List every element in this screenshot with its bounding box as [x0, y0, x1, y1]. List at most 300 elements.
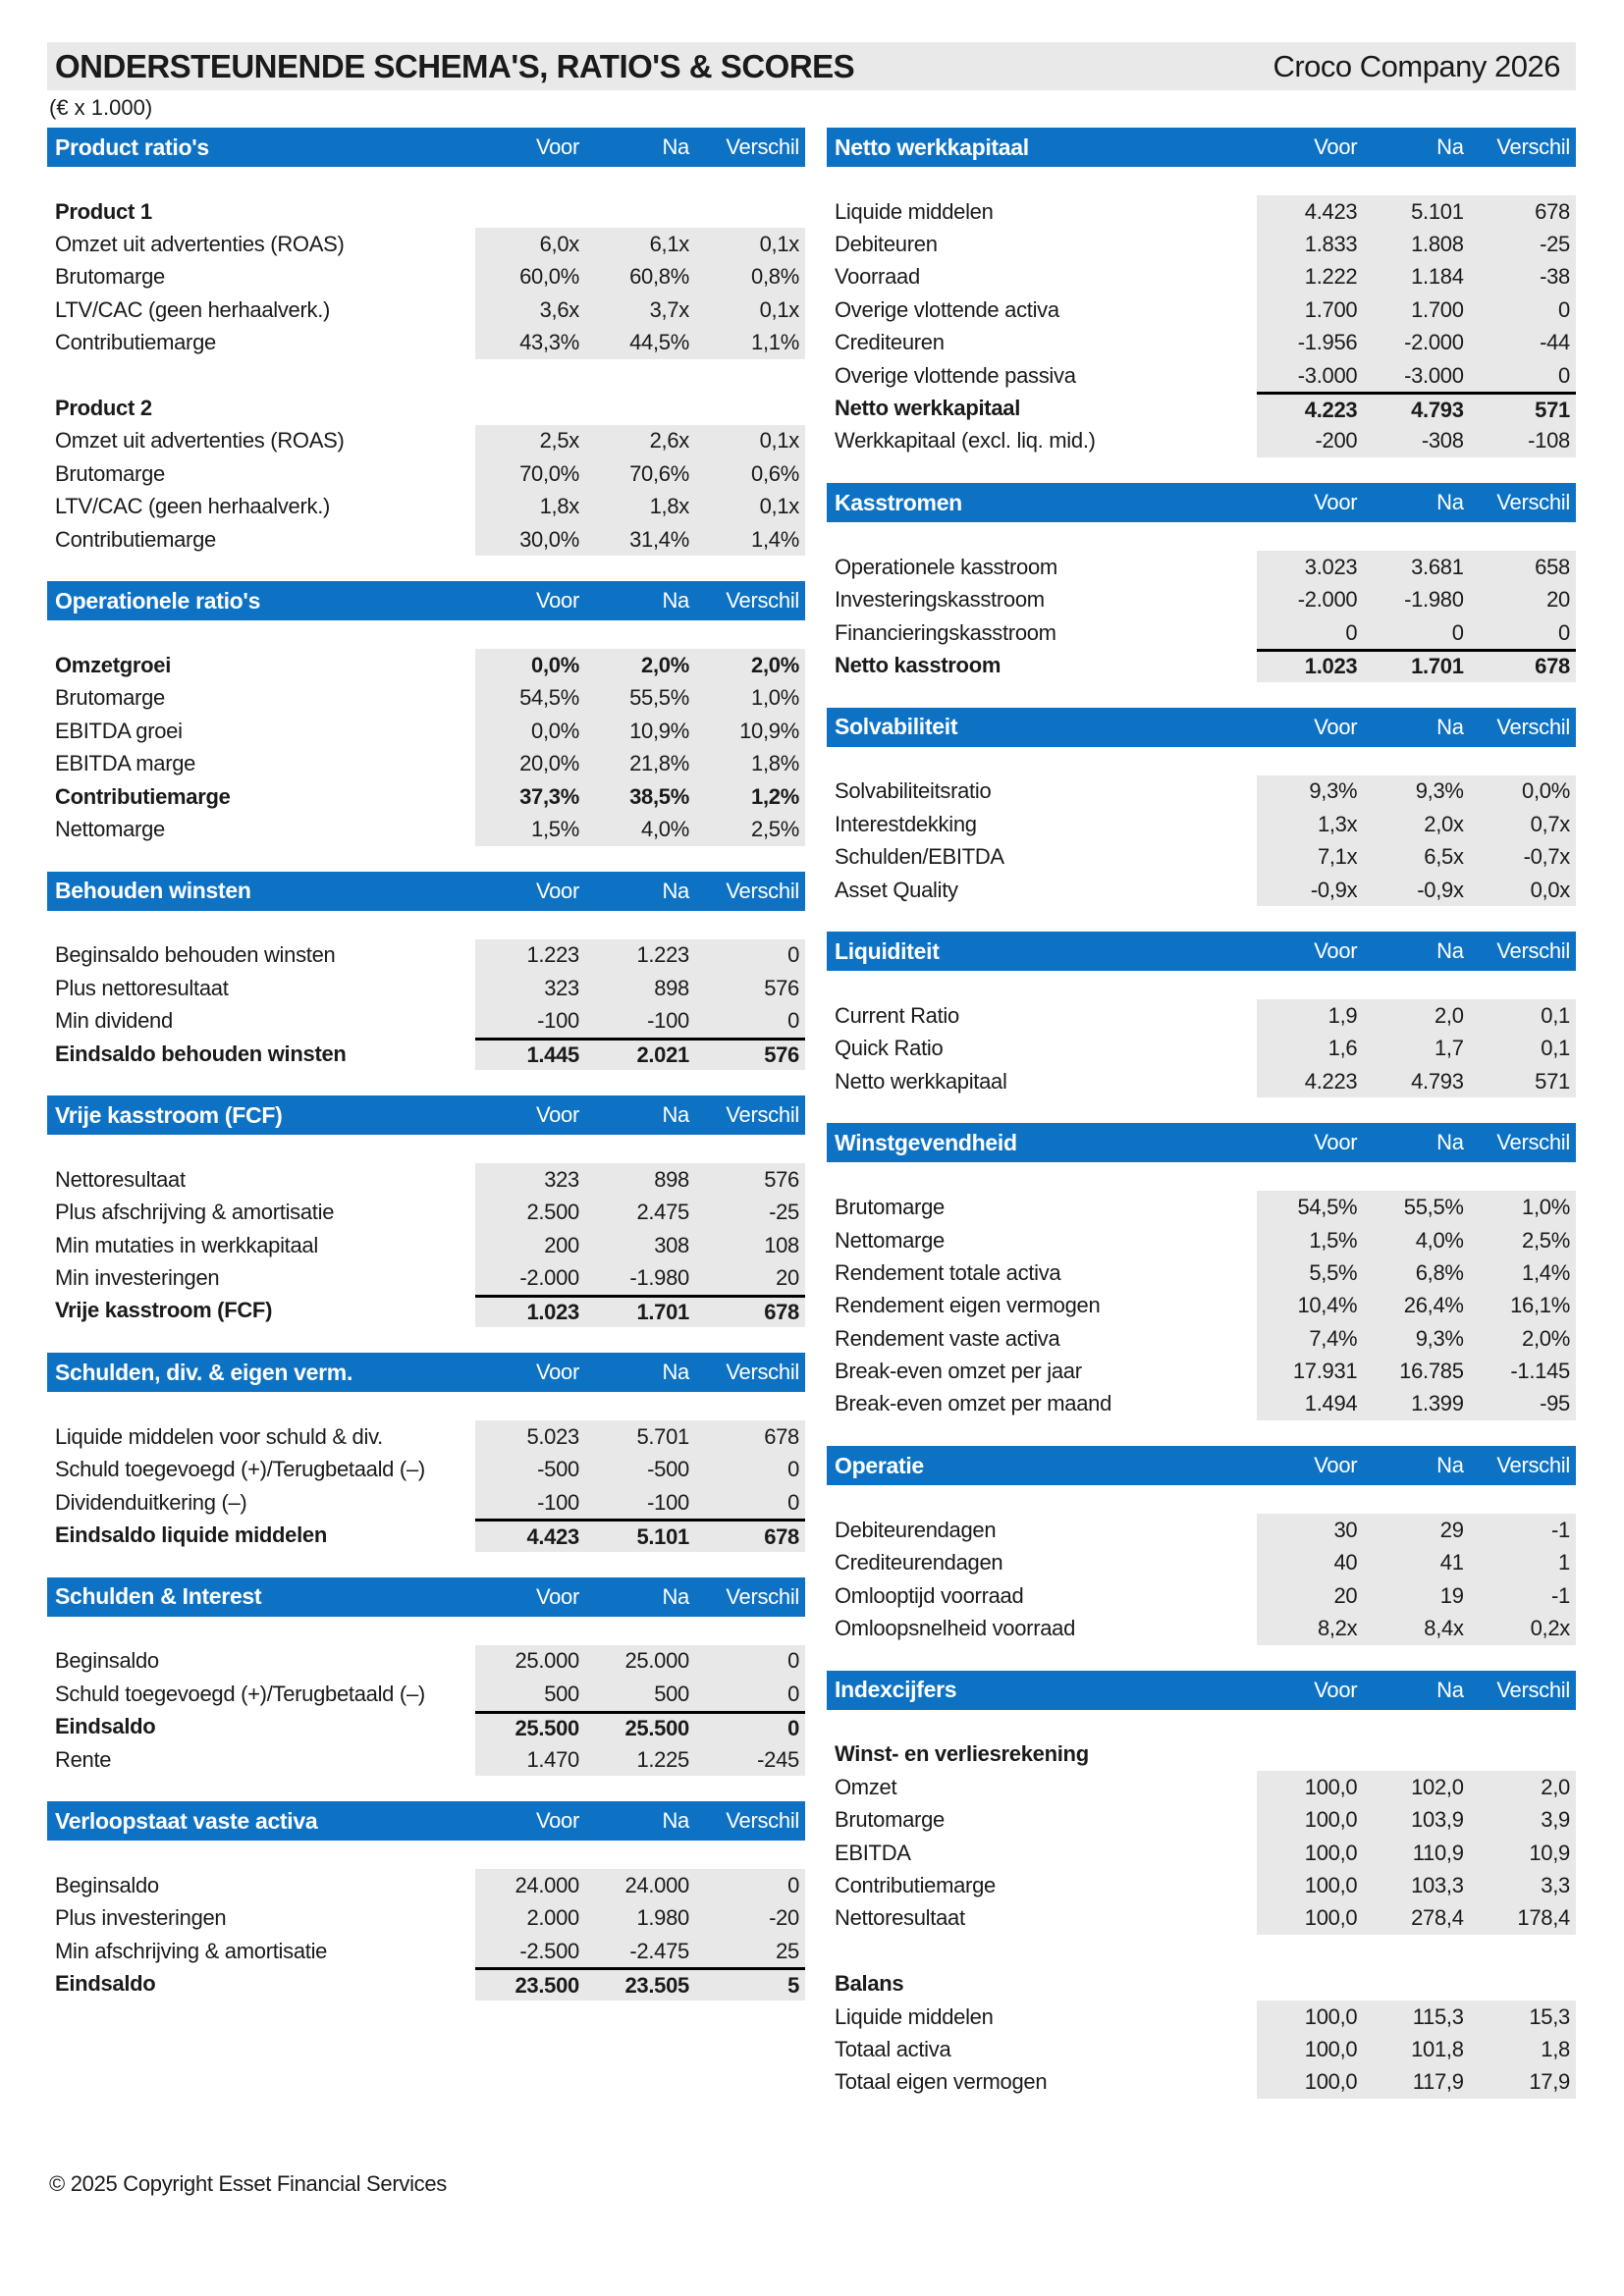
row-values — [1257, 1065, 1576, 1097]
row-values — [1257, 2066, 1576, 2099]
cell-voor: -2.000 — [519, 1265, 579, 1291]
cell-voor: 20,0% — [519, 751, 579, 776]
page-title: ONDERSTEUNENDE SCHEMA'S, RATIO'S & SCORES — [55, 47, 855, 84]
table-row — [47, 491, 805, 523]
table-row — [47, 228, 805, 260]
col-header-na: Na — [662, 1808, 689, 1834]
cell-verschil: 20 — [776, 1265, 799, 1291]
cell-verschil: -245 — [757, 1746, 799, 1772]
cell-voor: 54,5% — [519, 685, 579, 711]
cell-verschil: 2,0% — [1522, 1325, 1570, 1351]
cell-verschil: 178,4 — [1517, 1905, 1570, 1931]
table-title: Vrije kasstroom (FCF) — [55, 1101, 283, 1128]
cell-verschil: 10,9% — [739, 718, 799, 743]
col-header-voor: Voor — [1314, 1677, 1358, 1702]
cell-verschil: 0 — [787, 1715, 799, 1740]
cell-voor: 7,4% — [1309, 1325, 1358, 1351]
row-values — [1257, 1547, 1576, 1579]
cell-na: 55,5% — [1403, 1195, 1464, 1220]
column-headers — [475, 134, 805, 160]
table-row — [47, 1519, 805, 1551]
row-label: Financieringskasstroom — [835, 619, 1056, 645]
table-row — [47, 1967, 805, 2000]
cell-voor: -2.000 — [1297, 587, 1358, 613]
table-rows — [827, 551, 1576, 682]
row-values — [1257, 1869, 1576, 1901]
col-header-verschil: Verschil — [726, 1583, 799, 1609]
row-label: EBITDA marge — [55, 751, 196, 776]
row-values — [475, 523, 805, 556]
row-values — [475, 813, 805, 845]
cell-verschil: 658 — [1535, 554, 1570, 579]
col-header-voor: Voor — [535, 1583, 579, 1609]
cell-na: 24.000 — [624, 1872, 689, 1897]
cell-voor: 1.470 — [526, 1746, 579, 1772]
table-row — [47, 457, 805, 490]
cell-verschil: 0,7x — [1530, 811, 1570, 836]
column-headers — [1257, 1453, 1576, 1478]
cell-voor: 1.023 — [1304, 654, 1358, 679]
table-row — [827, 808, 1576, 840]
cell-voor: -100 — [537, 1489, 579, 1515]
cell-verschil: 0 — [787, 1457, 799, 1482]
cell-verschil: -108 — [1528, 428, 1570, 454]
cell-na: 41 — [1439, 1550, 1464, 1575]
table-title: Verloopstaat vaste activa — [55, 1807, 318, 1834]
col-header-na: Na — [662, 1583, 689, 1609]
cell-verschil: 0,6% — [751, 460, 799, 486]
cell-voor: 54,5% — [1297, 1195, 1358, 1220]
table-title-bar — [47, 581, 805, 620]
row-label: Eindsaldo liquide middelen — [55, 1522, 328, 1548]
cell-voor: 100,0 — [1304, 1774, 1358, 1799]
col-header-verschil: Verschil — [1496, 1453, 1570, 1478]
cell-voor: 24.000 — [514, 1872, 579, 1897]
cell-voor: 30,0% — [519, 526, 579, 552]
cell-verschil: 571 — [1535, 1068, 1570, 1094]
col-header-voor: Voor — [535, 1360, 579, 1385]
row-label: Contributiemarge — [55, 526, 216, 552]
cell-voor: 5,5% — [1309, 1259, 1358, 1285]
row-values — [1257, 840, 1576, 873]
cell-verschil: 0 — [787, 942, 799, 968]
row-label: Beginsaldo — [55, 1648, 159, 1674]
cell-verschil: 0 — [1558, 619, 1570, 645]
table-rows — [827, 195, 1576, 457]
table-title-bar — [827, 483, 1576, 522]
cell-na: 4,0% — [1415, 1227, 1464, 1253]
row-values — [1257, 775, 1576, 808]
cell-voor: 70,0% — [519, 460, 579, 486]
cell-voor: 3.023 — [1304, 554, 1358, 579]
cell-verschil: 108 — [764, 1232, 799, 1257]
table-rows — [47, 195, 805, 556]
col-header-voor: Voor — [1314, 1130, 1358, 1155]
cell-na: 25.500 — [624, 1715, 689, 1740]
col-header-na: Na — [662, 878, 689, 903]
cell-voor: 2,5x — [539, 428, 579, 454]
cell-verschil: 2,5% — [1522, 1227, 1570, 1253]
table-row — [827, 1191, 1576, 1223]
cell-voor: 100,0 — [1304, 2003, 1358, 2029]
cell-na: 5.101 — [636, 1523, 689, 1549]
col-header-verschil: Verschil — [726, 878, 799, 903]
row-label: Omzet uit advertenties (ROAS) — [55, 232, 345, 257]
cell-na: 23.505 — [624, 1972, 689, 1998]
table-title-bar — [47, 1095, 805, 1135]
table-vrije-kasstroom — [47, 1095, 805, 1327]
table-title-bar — [47, 1577, 805, 1617]
row-values — [475, 1163, 805, 1196]
table-row — [827, 1547, 1576, 1579]
cell-verschil: -25 — [1540, 232, 1570, 257]
row-label: Werkkapitaal (excl. liq. mid.) — [835, 428, 1096, 454]
row-values — [475, 715, 805, 747]
table-row — [827, 775, 1576, 808]
row-label: Balans — [835, 1971, 904, 1997]
cell-na: 10,9% — [629, 718, 689, 743]
table-title: Product ratio's — [55, 133, 209, 160]
row-values — [475, 195, 805, 228]
table-kasstromen — [827, 483, 1576, 682]
table-row — [827, 551, 1576, 583]
row-label: Nettomarge — [835, 1227, 945, 1253]
column-headers — [475, 879, 805, 904]
table-title-bar — [827, 128, 1576, 167]
col-header-verschil: Verschil — [726, 134, 799, 159]
cell-voor: 40 — [1333, 1550, 1358, 1575]
cell-voor: 0,0% — [531, 652, 579, 677]
col-header-voor: Voor — [1314, 490, 1358, 515]
table-row — [827, 1837, 1576, 1869]
table-row — [827, 195, 1576, 228]
cell-verschil: 1,0% — [1522, 1195, 1570, 1220]
table-row — [827, 294, 1576, 326]
row-label: Break-even omzet per maand — [835, 1391, 1112, 1416]
table-solvabiliteit — [827, 708, 1576, 907]
cell-verschil: 5 — [787, 1972, 799, 1998]
table-title-bar — [827, 932, 1576, 971]
cell-voor: 323 — [544, 1166, 579, 1192]
row-label: Interestdekking — [835, 811, 977, 836]
cell-voor: -1.956 — [1297, 330, 1358, 355]
cell-voor: 100,0 — [1304, 2036, 1358, 2061]
cell-voor: 4.423 — [526, 1523, 579, 1549]
cell-verschil: -1.145 — [1510, 1359, 1570, 1384]
row-label: Break-even omzet per jaar — [835, 1359, 1082, 1384]
col-header-na: Na — [662, 1360, 689, 1385]
row-values — [1257, 1290, 1576, 1322]
cell-voor: 30 — [1333, 1517, 1358, 1542]
cell-verschil: 678 — [1535, 654, 1570, 679]
cell-na: 1.700 — [1411, 296, 1464, 322]
cell-voor: 2.500 — [526, 1200, 579, 1225]
row-label: Brutomarge — [835, 1807, 945, 1833]
spacer-row — [827, 1935, 1576, 1967]
cell-voor: 1.223 — [526, 942, 579, 968]
table-netto-werkkapitaal — [827, 128, 1576, 457]
cell-verschil: 678 — [764, 1299, 799, 1324]
table-row — [47, 682, 805, 715]
cell-na: 1.980 — [636, 1905, 689, 1931]
row-label: Operationele kasstroom — [835, 554, 1057, 579]
table-row — [827, 261, 1576, 294]
row-values — [1257, 327, 1576, 359]
cell-verschil: 10,9 — [1529, 1840, 1570, 1865]
row-values — [1257, 1388, 1576, 1420]
col-header-verschil: Verschil — [1496, 134, 1570, 159]
row-label: Eindsaldo behouden winsten — [55, 1041, 347, 1066]
cell-na: 110,9 — [1412, 1840, 1464, 1865]
table-title-bar — [47, 1801, 805, 1841]
table-schulden-interest — [47, 1577, 805, 1777]
cell-na: 308 — [654, 1232, 689, 1257]
row-values — [475, 1038, 805, 1070]
row-label: Brutomarge — [55, 264, 165, 290]
row-label: Schuld toegevoegd (+)/Terugbetaald (–) — [55, 1457, 425, 1482]
table-row — [827, 1290, 1576, 1322]
row-label: Brutomarge — [835, 1195, 945, 1220]
row-label: Overige vlottende passiva — [835, 362, 1076, 388]
cell-voor: 1.700 — [1304, 296, 1358, 322]
row-values — [475, 1261, 805, 1294]
table-title-bar — [47, 872, 805, 911]
row-values — [1257, 649, 1576, 681]
row-values — [1257, 1224, 1576, 1256]
row-values — [1257, 584, 1576, 616]
cell-voor: 9,3% — [1309, 778, 1358, 804]
row-label: Plus afschrijving & amortisatie — [55, 1200, 335, 1225]
col-header-na: Na — [662, 588, 689, 614]
cell-na: -308 — [1421, 428, 1464, 454]
table-rows — [47, 1869, 805, 2001]
table-row — [827, 425, 1576, 457]
cell-na: 6,8% — [1415, 1259, 1464, 1285]
row-label: Quick Ratio — [835, 1036, 944, 1061]
cell-na: 4.793 — [1411, 1068, 1464, 1094]
cell-na: 1.225 — [636, 1746, 689, 1772]
cell-voor: 25.000 — [514, 1648, 579, 1674]
cell-voor: 100,0 — [1304, 2069, 1358, 2095]
row-label: Omzetgroei — [55, 652, 172, 677]
row-label: Rendement eigen vermogen — [835, 1293, 1101, 1318]
cell-verschil: -1 — [1551, 1517, 1570, 1542]
cell-na: 4.793 — [1411, 397, 1464, 422]
row-label: Omlooptijd voorraad — [835, 1582, 1024, 1608]
cell-verschil: 0 — [1558, 296, 1570, 322]
table-product-ratios — [47, 128, 805, 556]
table-row — [827, 649, 1576, 681]
table-title: Indexcijfers — [835, 1677, 957, 1703]
cell-voor: 500 — [544, 1681, 579, 1706]
table-title-bar — [827, 1671, 1576, 1710]
table-row — [47, 294, 805, 326]
row-values — [475, 327, 805, 359]
row-label: Brutomarge — [55, 685, 165, 711]
row-label: Beginsaldo behouden winsten — [55, 942, 336, 968]
row-values — [475, 1519, 805, 1551]
cell-verschil: 1,4% — [1522, 1259, 1570, 1285]
table-row — [47, 1454, 805, 1486]
cell-na: -2.000 — [1404, 330, 1464, 355]
col-header-verschil: Verschil — [1496, 938, 1570, 964]
row-label: Overige vlottende activa — [835, 296, 1059, 322]
row-label: Netto werkkapitaal — [835, 1068, 1007, 1094]
cell-verschil: 678 — [764, 1423, 799, 1449]
cell-na: 102,0 — [1411, 1774, 1464, 1799]
table-title: Schulden, div. & eigen verm. — [55, 1359, 353, 1385]
row-values — [1257, 1738, 1576, 1771]
col-header-verschil: Verschil — [1496, 714, 1570, 739]
row-label: Netto werkkapitaal — [835, 396, 1021, 421]
cell-verschil: 571 — [1535, 397, 1570, 422]
table-rows — [827, 1738, 1576, 2099]
row-values — [1257, 228, 1576, 260]
row-values — [1257, 425, 1576, 457]
row-label: LTV/CAC (geen herhaalverk.) — [55, 296, 331, 322]
row-label: Min afschrijving & amortisatie — [55, 1938, 328, 1963]
cell-na: 1.399 — [1411, 1391, 1464, 1416]
cell-verschil: 0,8% — [751, 264, 799, 290]
row-label: EBITDA — [835, 1840, 911, 1865]
column-headers — [475, 588, 805, 614]
table-row — [827, 1322, 1576, 1355]
cell-voor: 10,4% — [1297, 1293, 1358, 1318]
cell-voor: 3,6x — [539, 296, 579, 322]
row-label: Liquide middelen voor schuld & div. — [55, 1423, 383, 1449]
table-row — [47, 1935, 805, 1967]
section-row — [827, 1967, 1576, 2000]
table-rows — [47, 1163, 805, 1327]
row-values — [475, 972, 805, 1004]
cell-na: 70,6% — [629, 460, 689, 486]
row-values — [475, 1935, 805, 1967]
table-row — [47, 1678, 805, 1710]
cell-na: 31,4% — [629, 526, 689, 552]
row-label: Product 1 — [55, 198, 152, 224]
cell-na: -1.980 — [1404, 587, 1464, 613]
cell-verschil: 2,0 — [1541, 1774, 1570, 1799]
row-label: Debiteuren — [835, 232, 938, 257]
cell-voor: -200 — [1315, 428, 1358, 454]
cell-na: 3,7x — [649, 296, 689, 322]
cell-voor: 7,1x — [1317, 844, 1358, 870]
cell-verschil: 0 — [787, 1489, 799, 1515]
cell-voor: -100 — [537, 1008, 579, 1034]
cell-na: 21,8% — [629, 751, 689, 776]
cell-na: -3.000 — [1404, 362, 1464, 388]
table-row — [827, 1804, 1576, 1837]
col-header-verschil: Verschil — [1496, 490, 1570, 515]
table-title-bar — [827, 1446, 1576, 1485]
cell-na: 115,3 — [1412, 2003, 1464, 2029]
row-values — [475, 1295, 805, 1327]
row-label: Contributiemarge — [55, 783, 231, 809]
cell-na: 3.681 — [1411, 554, 1464, 579]
column-headers — [1257, 134, 1576, 160]
table-row — [827, 840, 1576, 873]
row-values — [1257, 551, 1576, 583]
row-values — [475, 261, 805, 294]
row-label: Min dividend — [55, 1008, 173, 1034]
row-label: Rendement vaste activa — [835, 1325, 1060, 1351]
column-left — [47, 128, 805, 2026]
table-row — [47, 1486, 805, 1519]
table-row — [47, 523, 805, 556]
row-values — [1257, 195, 1576, 228]
cell-na: 29 — [1439, 1517, 1464, 1542]
table-row — [827, 392, 1576, 424]
row-values — [1257, 1579, 1576, 1612]
cell-na: 2,6x — [649, 428, 689, 454]
row-label: Winst- en verliesrekening — [835, 1741, 1089, 1767]
table-title: Solvabiliteit — [835, 714, 958, 740]
cell-na: -2.475 — [629, 1938, 689, 1963]
row-values — [1257, 1256, 1576, 1289]
table-row — [827, 1256, 1576, 1289]
cell-verschil: 0 — [787, 1648, 799, 1674]
cell-na: 2.475 — [636, 1200, 689, 1225]
row-values — [475, 1004, 805, 1037]
table-row — [827, 2066, 1576, 2099]
col-header-na: Na — [1436, 714, 1464, 739]
col-header-na: Na — [662, 134, 689, 159]
cell-na: 103,9 — [1411, 1807, 1464, 1833]
cell-voor: 20 — [1333, 1582, 1358, 1608]
cell-verschil: 3,9 — [1541, 1807, 1570, 1833]
row-label: Dividenduitkering (–) — [55, 1489, 247, 1515]
cell-voor: -3.000 — [1297, 362, 1358, 388]
table-row — [47, 1004, 805, 1037]
col-header-verschil: Verschil — [1496, 1677, 1570, 1702]
column-right — [827, 128, 1576, 2124]
cell-verschil: 678 — [1535, 198, 1570, 224]
row-label: Min investeringen — [55, 1265, 220, 1291]
table-title-bar — [827, 1123, 1576, 1162]
cell-na: 8,4x — [1424, 1616, 1464, 1641]
table-row — [47, 1743, 805, 1776]
column-headers — [475, 1360, 805, 1385]
table-operationele-ratios — [47, 581, 805, 845]
cell-voor: 5.023 — [526, 1423, 579, 1449]
company-year-label: Croco Company 2026 — [1272, 48, 1560, 83]
cell-na: 1.701 — [636, 1299, 689, 1324]
table-liquiditeit — [827, 932, 1576, 1097]
tables-area — [47, 128, 1576, 2124]
row-values — [475, 457, 805, 490]
col-header-verschil: Verschil — [726, 588, 799, 614]
table-rows — [47, 939, 805, 1071]
cell-na: 9,3% — [1415, 1325, 1464, 1351]
col-header-voor: Voor — [535, 588, 579, 614]
row-label: Rente — [55, 1746, 112, 1772]
section-row — [47, 392, 805, 424]
table-row — [47, 1420, 805, 1453]
cell-verschil: 1 — [1558, 1550, 1570, 1575]
row-values — [475, 491, 805, 523]
column-headers — [1257, 1130, 1576, 1155]
col-header-voor: Voor — [1314, 714, 1358, 739]
row-values — [475, 1197, 805, 1229]
cell-verschil: 3,3 — [1541, 1872, 1570, 1897]
cell-voor: 100,0 — [1304, 1905, 1358, 1931]
col-header-voor: Voor — [1314, 134, 1358, 159]
table-schulden-div-eigen-verm — [47, 1353, 805, 1552]
cell-verschil: -0,7x — [1523, 844, 1570, 870]
table-rows — [47, 649, 805, 845]
table-title: Schulden & Interest — [55, 1583, 262, 1610]
table-row — [47, 747, 805, 779]
